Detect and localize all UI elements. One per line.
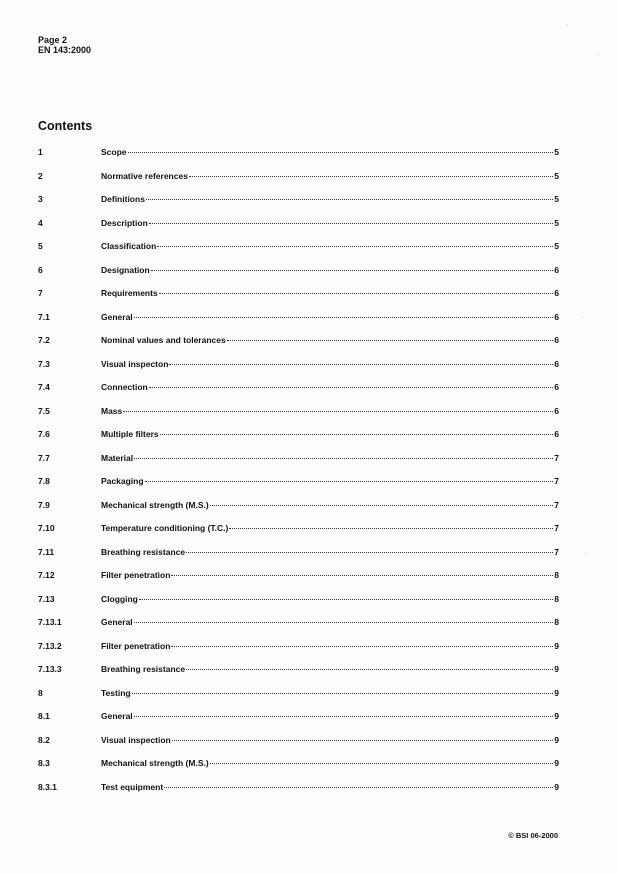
scan-speck: ·	[566, 20, 569, 29]
toc-section-number: 8	[38, 687, 43, 698]
toc-section-number: 7.13	[38, 593, 55, 604]
toc-section-title: Scope	[101, 147, 127, 157]
toc-dot-leader	[145, 481, 554, 482]
toc-page-number: 5	[554, 147, 559, 157]
toc-section-number: 7.9	[38, 499, 50, 510]
toc-section-number: 1	[38, 147, 43, 157]
toc-entry	[101, 735, 559, 745]
toc-row[interactable]	[38, 711, 559, 735]
toc-page-number: 8	[554, 593, 559, 604]
toc-entry	[101, 194, 559, 204]
toc-row[interactable]	[38, 429, 559, 453]
toc-row[interactable]	[38, 335, 559, 359]
toc-dot-leader	[186, 669, 553, 670]
toc-section-number: 7.4	[38, 382, 50, 392]
toc-section-number: 7.8	[38, 476, 50, 486]
toc-section-number: 8.3	[38, 758, 50, 768]
copyright-footer: © BSI 06-2000	[508, 831, 558, 840]
toc-page-number: 7	[554, 499, 559, 510]
scan-speck: ·	[596, 50, 599, 59]
toc-section-title: Nominal values and tolerances	[101, 335, 226, 345]
toc-section-title: General	[101, 711, 133, 721]
toc-row[interactable]	[38, 758, 559, 782]
toc-row[interactable]	[38, 476, 559, 500]
toc-dot-leader	[172, 740, 554, 741]
toc-page-number: 9	[554, 687, 559, 698]
toc-section-number: 7.5	[38, 405, 50, 416]
toc-row[interactable]	[38, 664, 559, 688]
toc-page-number: 9	[554, 711, 559, 721]
toc-entry	[101, 218, 559, 228]
toc-section-title: Mechanical strength (M.S.)	[101, 499, 209, 510]
toc-section-number: 7	[38, 288, 43, 298]
toc-entry	[101, 476, 559, 486]
toc-section-title: Breathing resistance	[101, 546, 186, 557]
toc-page-number: 5	[554, 170, 559, 181]
toc-page-number: 6	[554, 288, 559, 298]
toc-section-title: Normative references	[101, 170, 188, 181]
toc-section-number: 4	[38, 217, 43, 228]
toc-row[interactable]	[38, 406, 559, 430]
toc-entry	[101, 335, 559, 345]
toc-dot-leader	[164, 787, 553, 788]
toc-page-number: 7	[554, 523, 559, 533]
toc-section-title: Description	[101, 217, 148, 228]
toc-dot-leader	[132, 693, 554, 694]
toc-section-number: 3	[38, 194, 43, 204]
toc-dot-leader	[210, 763, 554, 764]
toc-section-title: Visual inspection	[101, 734, 171, 745]
toc-row[interactable]	[38, 359, 559, 383]
table-of-contents	[38, 147, 559, 805]
toc-entry	[101, 664, 559, 674]
toc-section-number: 8.1	[38, 711, 50, 721]
toc-section-title: General	[101, 311, 133, 322]
toc-row[interactable]	[38, 241, 559, 265]
toc-row[interactable]	[38, 288, 559, 312]
toc-section-number: 2	[38, 170, 43, 181]
toc-entry	[101, 288, 559, 298]
toc-row[interactable]	[38, 312, 559, 336]
toc-dot-leader	[171, 646, 553, 647]
toc-entry	[101, 429, 559, 439]
toc-entry	[101, 782, 559, 792]
toc-page-number: 9	[554, 664, 559, 674]
toc-entry	[101, 147, 559, 157]
toc-section-title: Filter penetration	[101, 570, 171, 580]
toc-section-number: 8.3.1	[38, 781, 57, 792]
toc-row[interactable]	[38, 570, 559, 594]
toc-row[interactable]	[38, 382, 559, 406]
toc-page-number: 6	[554, 264, 559, 275]
toc-page-number: 7	[554, 546, 559, 557]
toc-dot-leader	[189, 176, 553, 177]
toc-dot-leader	[146, 199, 553, 200]
toc-dot-leader	[160, 434, 554, 435]
toc-dot-leader	[151, 270, 554, 271]
toc-section-title: Connection	[101, 382, 148, 392]
toc-page-number: 6	[554, 429, 559, 439]
toc-row[interactable]	[38, 688, 559, 712]
toc-section-title: Visual inspecton	[101, 358, 169, 369]
toc-section-number: 5	[38, 241, 43, 251]
toc-section-number: 8.2	[38, 734, 50, 745]
toc-section-number: 6	[38, 264, 43, 275]
toc-page-number: 9	[554, 640, 559, 651]
scan-speck: ·	[580, 312, 583, 321]
page-label: Page 2	[38, 35, 68, 45]
toc-dot-leader	[186, 552, 553, 553]
toc-section-number: 7.2	[38, 335, 50, 345]
toc-row[interactable]	[38, 782, 559, 806]
toc-section-title: Clogging	[101, 593, 138, 604]
toc-section-title: Classification	[101, 241, 157, 251]
toc-section-number: 7.13.2	[38, 640, 62, 651]
toc-entry	[101, 570, 559, 580]
toc-entry	[101, 594, 559, 604]
toc-dot-leader	[134, 716, 554, 717]
toc-section-title: Designation	[101, 264, 150, 275]
toc-page-number: 6	[554, 311, 559, 322]
toc-entry	[101, 617, 559, 627]
toc-section-title: Breathing resistance	[101, 664, 186, 674]
toc-dot-leader	[149, 387, 554, 388]
toc-page-number: 6	[554, 382, 559, 392]
toc-page-number: 8	[554, 617, 559, 627]
toc-row[interactable]	[38, 594, 559, 618]
toc-dot-leader	[134, 622, 554, 623]
toc-entry	[101, 641, 559, 651]
toc-page-number: 6	[554, 335, 559, 345]
toc-dot-leader	[171, 575, 553, 576]
toc-section-title: Temperature conditioning (T.C.)	[101, 523, 229, 533]
toc-dot-leader	[134, 458, 553, 459]
toc-dot-leader	[227, 340, 554, 341]
toc-section-number: 7.3	[38, 358, 50, 369]
toc-dot-leader	[139, 599, 553, 600]
toc-row[interactable]	[38, 265, 559, 289]
toc-entry	[101, 359, 559, 369]
toc-section-title: Packaging	[101, 476, 144, 486]
toc-section-title: Testing	[101, 687, 131, 698]
toc-row[interactable]	[38, 194, 559, 218]
toc-entry	[101, 265, 559, 275]
toc-page-number: 7	[554, 476, 559, 486]
toc-section-number: 7.10	[38, 523, 55, 533]
toc-entry	[101, 171, 559, 181]
toc-entry	[101, 312, 559, 322]
toc-section-title: Test equipment	[101, 781, 164, 792]
toc-entry	[101, 711, 559, 721]
toc-dot-leader	[123, 411, 553, 412]
toc-section-title: Definitions	[101, 194, 145, 204]
toc-section-title: Material	[101, 452, 134, 463]
toc-entry	[101, 688, 559, 698]
toc-dot-leader	[159, 293, 554, 294]
toc-row[interactable]	[38, 453, 559, 477]
toc-entry	[101, 241, 559, 251]
toc-dot-leader	[210, 505, 554, 506]
toc-entry	[101, 500, 559, 510]
toc-page-number: 9	[554, 758, 559, 768]
toc-page-number: 5	[554, 241, 559, 251]
toc-section-number: 7.13.3	[38, 664, 62, 674]
toc-section-title: General	[101, 617, 133, 627]
toc-page-number: 5	[554, 194, 559, 204]
toc-section-number: 7.1	[38, 311, 50, 322]
scan-speck: ·	[584, 548, 587, 557]
toc-section-number: 7.13.1	[38, 617, 62, 627]
toc-dot-leader	[149, 223, 554, 224]
toc-dot-leader	[169, 364, 553, 365]
toc-row[interactable]	[38, 547, 559, 571]
toc-dot-leader	[134, 317, 554, 318]
toc-row[interactable]	[38, 218, 559, 242]
toc-section-title: Mechanical strength (M.S.)	[101, 758, 209, 768]
toc-entry	[101, 453, 559, 463]
toc-entry	[101, 382, 559, 392]
toc-entry	[101, 406, 559, 416]
standard-number: EN 143:2000	[38, 45, 92, 55]
toc-row[interactable]	[38, 641, 559, 665]
toc-dot-leader	[157, 246, 553, 247]
toc-page-number: 5	[554, 217, 559, 228]
toc-section-number: 7.11	[38, 546, 55, 557]
toc-page-number: 9	[554, 734, 559, 745]
toc-page-number: 6	[554, 358, 559, 369]
toc-page-number: 7	[554, 452, 559, 463]
toc-row[interactable]	[38, 147, 559, 171]
toc-dot-leader	[128, 152, 554, 153]
toc-entry	[101, 523, 559, 533]
contents-heading: Contents	[38, 119, 93, 133]
toc-section-number: 7.6	[38, 429, 50, 439]
toc-section-title: Multiple filters	[101, 429, 159, 439]
toc-row[interactable]	[38, 500, 559, 524]
toc-page-number: 9	[554, 781, 559, 792]
page-header	[38, 35, 91, 55]
toc-row[interactable]	[38, 171, 559, 195]
toc-section-number: 7.12	[38, 570, 55, 580]
toc-section-title: Mass	[101, 405, 123, 416]
toc-entry	[101, 758, 559, 768]
toc-entry	[101, 547, 559, 557]
toc-section-number: 7.7	[38, 452, 50, 463]
toc-dot-leader	[229, 528, 553, 529]
toc-section-title: Filter penetration	[101, 640, 171, 651]
toc-row[interactable]	[38, 617, 559, 641]
toc-page-number: 8	[554, 570, 559, 580]
toc-page-number: 6	[554, 405, 559, 416]
toc-row[interactable]	[38, 523, 559, 547]
toc-section-title: Requirements	[101, 288, 158, 298]
toc-row[interactable]	[38, 735, 559, 759]
